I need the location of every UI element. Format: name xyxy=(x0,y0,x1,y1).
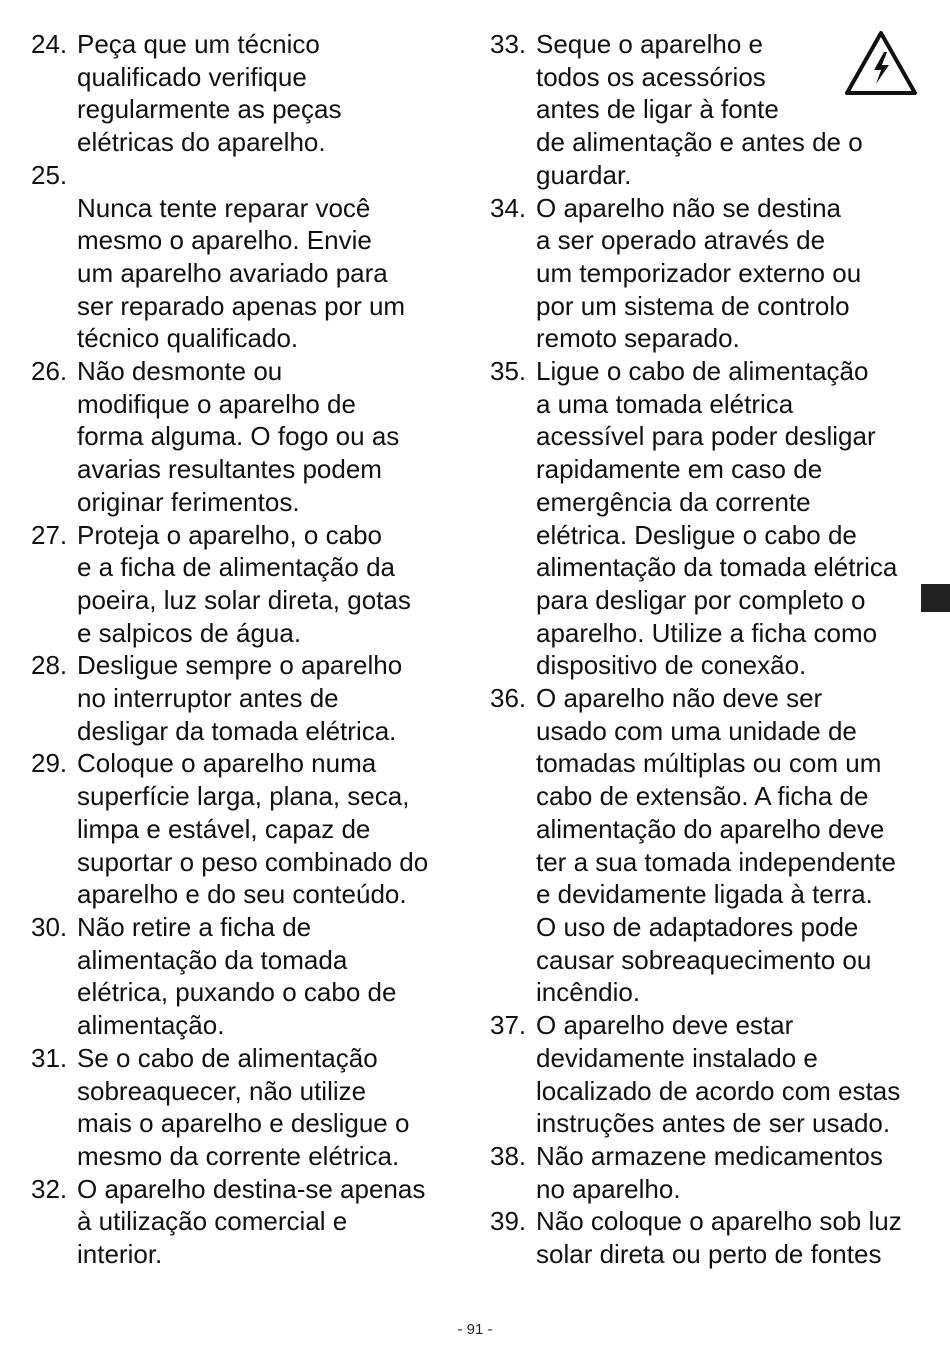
item-text: Peça que um técnico qualificado verifique regularmente as peças elétricas do aparelho. xyxy=(77,29,342,158)
item-text: Nunca tente reparar você mesmo o aparelho. Envie um aparelho avariado para ser reparado apenas por um técnico qualificado. xyxy=(77,192,406,354)
item-number: 24. xyxy=(31,29,68,59)
list-item xyxy=(31,159,471,355)
list-item xyxy=(31,911,471,1042)
item-text: O aparelho não deve ser usado com uma unidade de tomadas múltiplas ou com um cabo de extensão. A ficha de alimentação do aparelho deve ter a sua tomada independente e devidamente ligada à terra. O uso de adaptadores pode causar sobreaquecimento ou incêndio. xyxy=(536,683,896,1008)
item-text: O aparelho destina-se apenas à utilização comercial e interior. xyxy=(77,1173,426,1270)
item-text: Ligue o cabo de alimentação a uma tomada elétrica acessível para poder desligar rapidamente em caso de emergência da corrente elétrica. Desligue o cabo de alimentação da tomada elétrica para desligar por completo o aparelho. Utilize a ficha como dispositivo de conexão. xyxy=(536,356,898,681)
item-number: 27. xyxy=(31,519,68,550)
list-item xyxy=(31,649,471,747)
item-number: 26. xyxy=(31,356,68,387)
list-item xyxy=(31,355,471,519)
list-item xyxy=(490,1009,920,1140)
electric-shock-warning-icon xyxy=(844,30,918,96)
list-item xyxy=(490,1140,920,1205)
list-item xyxy=(31,1173,471,1271)
list-item xyxy=(490,355,920,682)
item-number: 37. xyxy=(490,1010,527,1041)
list-item xyxy=(490,192,920,356)
item-number: 34. xyxy=(490,192,527,223)
item-text: Não armazene medicamentos no aparelho. xyxy=(536,1140,883,1204)
list-item xyxy=(31,519,471,650)
item-number: 25. xyxy=(31,159,68,190)
item-text: Proteja o aparelho, o cabo e a ficha de alimentação da poeira, luz solar direta, gotas e salpicos de água. xyxy=(77,519,411,648)
list-item xyxy=(31,747,471,911)
item-text: Coloque o aparelho numa superfície larga, plana, seca, limpa e estável, capaz de suportar o peso combinado do aparelho e do seu conteúdo. xyxy=(77,748,429,910)
page-number: - 91 - xyxy=(457,1321,493,1338)
list-item xyxy=(490,682,920,1009)
item-number: 39. xyxy=(490,1206,527,1237)
item-text: Não desmonte ou modifique o aparelho de forma alguma. O fogo ou as avarias resultantes podem originar ferimentos. xyxy=(77,356,400,517)
item-number: 31. xyxy=(31,1042,68,1073)
item-text: Desligue sempre o aparelho no interruptor antes de desligar da tomada elétrica. xyxy=(77,650,403,746)
item-number: 38. xyxy=(490,1140,527,1171)
item-text: O aparelho não se destina a ser operado através de um temporizador externo ou por um sistema de controlo remoto separado. xyxy=(536,192,862,354)
section-tab-marker xyxy=(921,584,950,612)
item-text: Seque o aparelho e todos os acessórios antes de ligar à fonte de alimentação e antes de o guardar. xyxy=(536,29,863,190)
left-column xyxy=(31,28,471,1271)
right-column xyxy=(490,28,920,1271)
item-text: Não coloque o aparelho sob luz solar direta ou perto de fontes xyxy=(536,1206,902,1270)
item-number: 30. xyxy=(31,911,68,942)
item-number: 35. xyxy=(490,356,527,387)
item-text: O aparelho deve estar devidamente instalado e localizado de acordo com estas instruções antes de ser usado. xyxy=(536,1010,901,1139)
item-number: 32. xyxy=(31,1173,68,1204)
item-number: 28. xyxy=(31,650,68,681)
item-text: Não retire a ficha de alimentação da tomada elétrica, puxando o cabo de alimentação. xyxy=(77,911,397,1041)
item-number: 36. xyxy=(490,683,527,714)
item-text: Se o cabo de alimentação sobreaquecer, não utilize mais o aparelho e desligue o mesmo da corrente elétrica. xyxy=(77,1042,410,1171)
list-item xyxy=(490,1205,920,1270)
list-item xyxy=(31,28,471,159)
list-item xyxy=(31,1042,471,1173)
item-number: 33. xyxy=(490,29,527,59)
item-number: 29. xyxy=(31,748,68,779)
